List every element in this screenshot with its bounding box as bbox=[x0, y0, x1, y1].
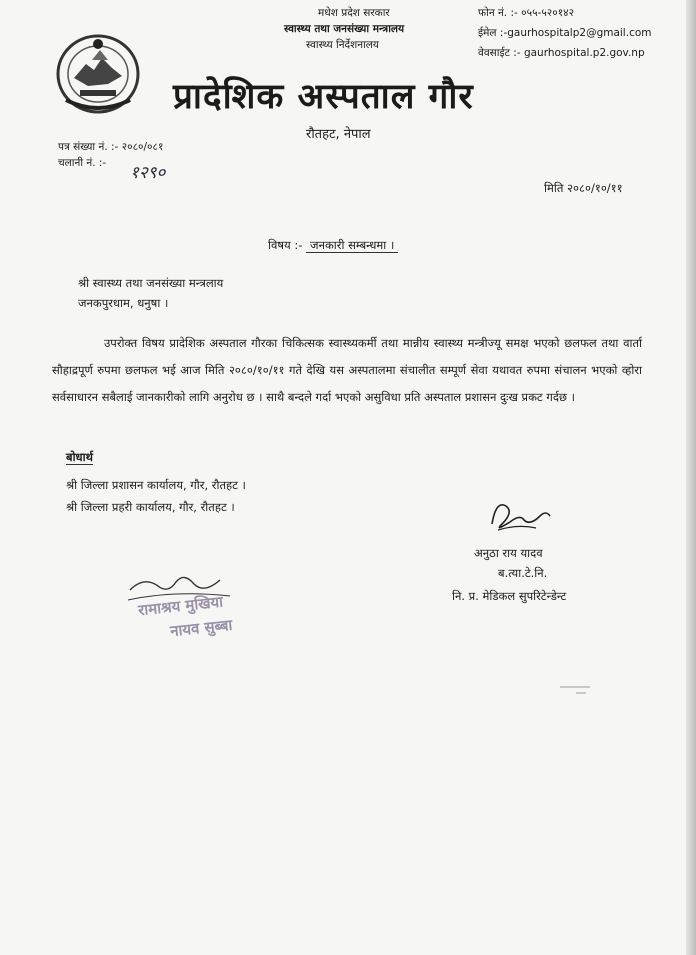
nepal-emblem-icon bbox=[52, 30, 144, 116]
signatory-designation: नि. प्र. मेडिकल सुपरिटेन्डेन्ट bbox=[452, 589, 567, 603]
website-value: :- gaurhospital.p2.gov.np bbox=[513, 47, 645, 59]
letter-body: उपरोक्त विषय प्रादेशिक अस्पताल गौरका चिकित्सक स्वास्थ्यकर्मी तथा मान्नीय स्वास्थ्य मन्त्रीज्यू समक्ष भएको छलफल तथा वार्ता सौहाद्रपूर्ण रुपमा छलफल भई आज मिति २०८०/१०/११ गते देखि यस अस्पतालमा संचालीत सम्पूर्ण सेवा यथावत रुपमा संचालन भएको व्होरा सर्वसाधारन सबैलाई जानकारीको लागि अनुरोध छ । साथै बन्दले गर्दा भएको असुविधा प्रति अस्पताल प्रशासन दुःख प्रकट गर्दछ । bbox=[52, 336, 642, 404]
subject-value: जनकारी सम्बन्धमा । bbox=[306, 238, 398, 253]
letter-date: मिति २०८०/१०/११ bbox=[544, 181, 623, 195]
email-label: ईमेल bbox=[478, 27, 497, 39]
stamp-title: नायव सुब्बा bbox=[169, 615, 234, 641]
scan-speck bbox=[560, 686, 590, 688]
directorate-name: स्वास्थ्य निर्देशनालय bbox=[306, 39, 380, 51]
page-edge-shadow bbox=[686, 0, 696, 955]
dispatch-number-label: चलानी नं. :- bbox=[58, 157, 107, 169]
dispatch-number-handwritten: १२९० bbox=[130, 163, 166, 183]
cc-item: श्री जिल्ला प्रशासन कार्यालय, गौर, रौतहट । bbox=[66, 478, 246, 492]
scan-speck bbox=[576, 692, 586, 694]
contact-email bbox=[478, 26, 652, 41]
recipient-line1: श्री स्वास्थ्य तथा जनसंख्या मन्त्रलाय bbox=[78, 276, 224, 290]
stamp-name: रामाश्रय मुखिया bbox=[137, 592, 224, 620]
signatory-name: अनुठा राय यादव bbox=[474, 546, 543, 560]
website-label: वेवसाईट bbox=[478, 47, 510, 59]
contact-website bbox=[478, 46, 645, 61]
phone-label: फोन नं. bbox=[478, 7, 508, 19]
signatory-title: ब.त्या.टे.नि. bbox=[498, 566, 548, 580]
cc-item: श्री जिल्ला प्रहरी कार्यालय, गौर, रौतहट । bbox=[66, 500, 235, 514]
subject-line bbox=[268, 238, 398, 253]
cc-heading: बोधार्थ bbox=[66, 450, 93, 464]
province-govt: मधेश प्रदेश सरकार bbox=[318, 7, 390, 19]
recipient-line2: जनकपुरधाम, धनुषा । bbox=[78, 296, 169, 310]
ministry-name: स्वास्थ्य तथा जनसंख्या मन्त्रालय bbox=[284, 23, 405, 35]
signature-scribble bbox=[484, 494, 554, 538]
hospital-title: प्रादेशिक अस्पताल गौर bbox=[173, 77, 474, 117]
email-value: :-gaurhospitalp2@gmail.com bbox=[499, 27, 652, 39]
subject-label: विषय :- bbox=[268, 238, 303, 252]
letter-number: पत्र संख्या नं. :- २०८०/०८१ bbox=[58, 141, 164, 153]
contact-phone bbox=[478, 6, 574, 21]
hospital-location: रौतहट, नेपाल bbox=[306, 127, 371, 142]
phone-value: :- ०५५-५२०१४२ bbox=[510, 7, 575, 19]
